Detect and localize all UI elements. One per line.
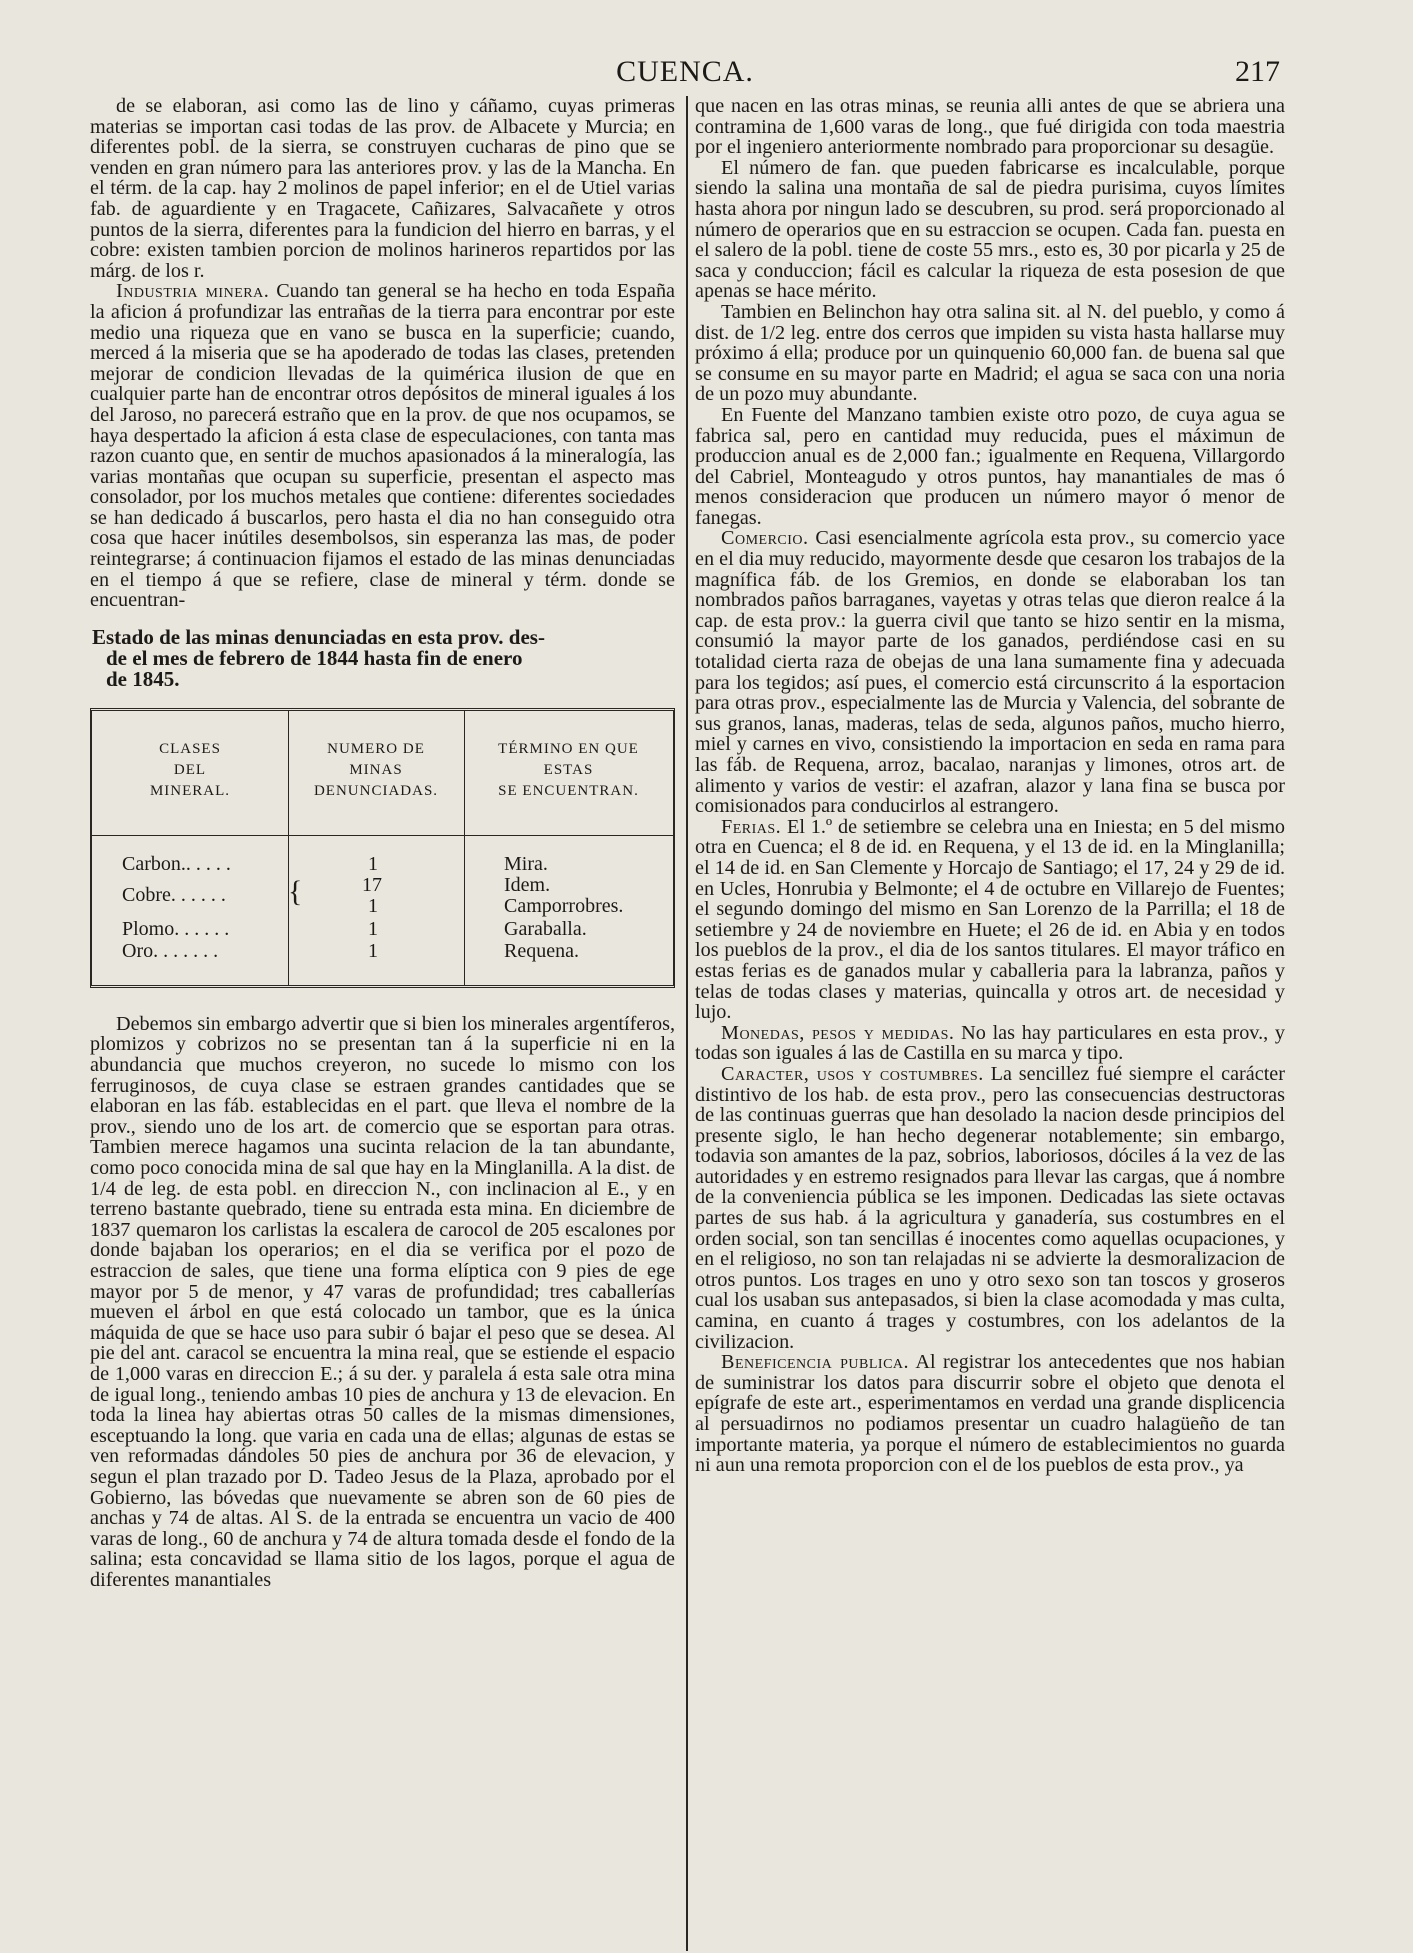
header-line: MINERAL. — [149, 782, 231, 799]
table-row — [92, 919, 673, 941]
left-column — [90, 96, 675, 1590]
section-heading: Caracter, usos y costumbres. — [721, 1062, 984, 1085]
table-row — [92, 896, 673, 918]
place-cell: Requena. — [504, 939, 579, 962]
table-title — [90, 624, 675, 691]
paragraph-text: La sencillez fué siempre el carácter distintivo de los hab. de esta prov., pero las consecuencias destructoras de las continuas guerras que han desolado la nacion desde principios del presente siglo, le han hecho degenerar notablemente; sin embargo, todavia son amantes de la paz, sobrios, laboriosos, dóciles á la vez de las autoridades y en estremo resignados para llevar las cargas, que á nombre de la conveniencia pública se les imponen. Dedicadas las siete octavas partes de sus hab. á la agricultura y ganadería, sus costumbres en el orden social, son tan sencillas é inocentes como aquellas ocupaciones, y en el religioso, no son tan relajadas ni se advierte la desmoralizacion de otros puntos. Los trages en uno y otro sexo son tan toscos y groseros cual los usaban sus antepasados, si bien la clase acomodada y mas culta, camina, en cuanto á trages y costumbres, con los adelantos de la civilizacion. — [695, 1062, 1285, 1353]
page-number: 217 — [1235, 55, 1280, 88]
table-title-line: de el mes de febrero de 1844 hasta fin de enero — [106, 645, 523, 670]
section-heading: Beneficencia publica. — [721, 1351, 910, 1374]
paragraph: Debemos sin embargo advertir que si bien los minerales argentíferos, plomizos y cobrizos no se presentan tan á la superficie ni en la abundancia que muchos creyeron, no sucede lo mismo con los ferruginosos, de cuya clase se estraen grandes cantidades que se elaboran en las fáb. establecidas en el part. que lleva el nombre de la prov., siendo uno de los art. de comercio que se esportan para otras. Tambien merece hagamos una sucinta relacion de la tan abundante, como poco conocida mina de sal que hay en la Minglanilla. A la dist. de 1/4 de leg. de esta pobl. en direccion N., con inclinacion al E., y en terreno bastante quebrado, tiene su entrada esta mina. En diciembre de 1837 quemaron los carlistas la escalera de carocol de 205 escalones por donde bajaban los operarios; en el dia se verifica por el pozo de estraccion de sales, que tiene una forma elíptica con 9 pies de ege mayor por 5 de menor, y 47 varas de profundidad; tres caballerías mueven el árbol en que está colocado un tambor, que es la única máquida de que se hace uso para subir ó bajar el peso que se desea. Al pie del ant. caracol se encuentra la mina real, que se estiende el espacio de 1,000 varas en direccion E.; á su der. y paralela á esta sale otra mina de igual long., teniendo ambas 10 pies de anchura y 13 de elevacion. En toda la linea hay abiertas otras 50 calles de la mismas dimensiones, esceptuando la long. que varia en cada una de ellas; algunas de estas se ven reformadas dándoles 50 pies de anchura por 36 de elevacion, y segun el plan trazado por D. Tadeo Jesus de la Plaza, aprobado por el Gobierno, las bóvedas que nuevamente se abren son de 60 pies de anchas y 74 de altas. Al S. de la entrada se encuentra un vacio de 400 varas de long., 60 de anchura y 74 de altura tomada desde el fondo de la salina; esta concavidad se llama sitio de los lagos, porque el agua de diferentes manantiales — [90, 1012, 675, 1591]
column-divider — [686, 96, 688, 1951]
paragraph: En Fuente del Manzano tambien existe otro pozo, de cuya agua se fabrica sal, pero en cantidad muy reducida, pues el máximun de produccion anual es de 2,000 fan.; igualmente en Requena, Villargordo del Cabriel, Monteagudo y otros puntos, hay manantiales de mas ó menos consideracion que producen un número mayor ó menor de fanegas. — [695, 403, 1285, 529]
header-line: SE ENCUENTRAN. — [498, 782, 639, 799]
header-line: TÉRMINO EN QUE — [498, 740, 639, 757]
page-header — [90, 55, 1280, 95]
header-line: NUMERO DE — [327, 740, 425, 757]
mineral-cell: Cobre. . . . . . — [122, 883, 226, 906]
paragraph: Tambien en Belinchon hay otra salina sit. al N. del pueblo, y como á dist. de 1/2 leg. entre dos cerros que impiden su vista hasta hallarse muy próximo á ella; produce por un quinquenio 60,000 fan. de buena sal que se consume en su mayor parte en Madrid; el agua se saca con una noria de un pozo muy abundante. — [695, 300, 1285, 406]
section-heading: Industria minera. — [116, 280, 270, 303]
paragraph — [695, 817, 1285, 1023]
place-cell: Camporrobres. — [504, 894, 624, 917]
header-line: DEL — [173, 761, 207, 778]
section-heading: Ferias. — [721, 815, 782, 838]
brace-glyph: { — [288, 874, 303, 908]
table-header-mineral — [92, 739, 288, 802]
paragraph — [90, 281, 675, 611]
table-header-count — [288, 739, 464, 802]
paragraph-text: Cuando tan general se ha hecho en toda España la aficion á profundizar las entrañas de la tierra para encontrar por este medio una riqueza que en vano se busca en la superficie; cuando, merced á la miseria que se ha apoderado de todas las clases, pretenden mejorar de condicion llevadas de la quimérica ilusion de que en cualquier parte han de encontrar otros depósitos de mineral iguales á los del Jaroso, no parecerá estraño que en la prov. de que nos ocupamos, se haya despertado la aficion á esta clase de especulaciones, con tanta mas razon cuanto que, en sentir de muchos apasionados á la mineralogía, las varias montañas que ocupan su superficie, presentan el aspecto mas consolador, por los muchos metales que contiene: diferentes sociedades se han dedicado á buscarlos, pero hasta el dia no han conseguido otra cosa que hacer inútiles desembolsos, sin esperanza las mas, de poder reintegrarse; á continuacion fijamos el estado de las minas denunciadas en el tiempo á que se refiere, clase de mineral y térm. donde se encuentran- — [90, 280, 675, 612]
paragraph-text: No las hay particulares en esta prov., y todas son iguales á las de Castilla en su marca y tipo. — [695, 1021, 1286, 1065]
header-line: MINAS — [349, 761, 403, 778]
place-cell: Garaballa. — [504, 917, 587, 940]
header-line: CLASES — [159, 740, 221, 757]
count-cell: 1 — [368, 894, 378, 917]
section-heading: Monedas, pesos y medidas. — [721, 1021, 955, 1044]
table-title-line: de 1845. — [106, 666, 180, 691]
paragraph-text: El 1.º de setiembre se celebra una en Iniesta; en 5 del mismo otra en Cuenca; el 8 de id. en Requena, y el 13 de id. en la Minglanilla; el 14 de id. en San Clemente y Horcajo de Santiago; el 17, 24 y 29 de id. en Ucles, Honrubia y Belmonte; el 4 de octubre en Villarejo de Fuentes; el segundo domingo del mismo en San Lorenzo de la Parrilla; el 18 de setiembre y 24 de noviembre en Huete; el 26 de id. en Abia y en todos los pueblos de la prov., el dia de los santos titulares. El mayor tráfico en estas ferias es de ganados mular y caballeria para la labranza, paños y telas de todas clases y materias, quincalla y otros art. de necesidad y lujo. — [695, 815, 1286, 1024]
mineral-cell: Plomo. . . . . . — [122, 917, 230, 940]
place-cell: Idem. — [504, 873, 551, 896]
section-heading: Comercio. — [721, 527, 809, 550]
header-line: ESTAS — [543, 761, 594, 778]
table-header-rule — [92, 835, 673, 836]
mineral-cell: Carbon.. . . . . — [122, 852, 231, 875]
paragraph-text: Al registrar los antecedentes que nos habian de suministrar los datos para discurrir sobre el objeto que denota el epígrafe de este art., esperimentamos en verdad una grande displicencia al persuadirnos no podiamos presentar un cuadro halagüeño de tan importante materia, ya porque el número de establecimientos no guarda ni aun una remota proporcion con el de los pueblos de esta prov., ya — [695, 1351, 1285, 1477]
paragraph: que nacen en las otras minas, se reunia alli antes de que se abriera una contramina de 1,600 varas de long., que fué dirigida con toda maestria por el ingeniero anteriormente nombrado para proporcionar su desagüe. — [695, 95, 1285, 159]
right-column — [695, 96, 1285, 1476]
count-cell: 1 — [368, 917, 378, 940]
paragraph — [695, 1064, 1285, 1352]
header-line: DENUNCIADAS. — [313, 782, 439, 799]
paragraph — [695, 528, 1285, 816]
table-row — [92, 854, 673, 876]
mines-table — [90, 708, 675, 988]
paragraph-text: Casi esencialmente agrícola esta prov., su comercio yace en el dia muy reducido, mayormente desde que cesaron los trabajos de la magnífica fáb. de los Gremios, en donde se elaboraban los tan nombrados paños barraganes, vayetas y otras telas que dieron realce á la cap. de esta prov.: la guerra civil que tanto se hizo sentir en la misma, consumió la mayor parte de los ganados, perdiéndose casi en su totalidad cierta raza de obejas de una lana sumamente fina y adecuada para los tegidos; así pues, el comercio está circunscrito á la esportacion para otras prov., especialmente las de Murcia y Valencia, del sobrante de sus granos, lanas, maderas, telas de seda, algunos paños, mucho hierro, miel y carnes en vivo, consistiendo la importacion en seda en rama para las fáb. de Requena, arroz, bacalao, naranjas y limones, otros art. de alimento y varios de vestir: el azafran, alazor y lana fina se busca por comisionados para conducirlos al estrangero. — [695, 527, 1285, 818]
count-cell: 17 — [362, 873, 382, 896]
paragraph — [695, 1023, 1285, 1064]
running-title: CUENCA. — [616, 55, 754, 88]
place-cell: Mira. — [504, 852, 548, 875]
paragraph: El número de fan. que pueden fabricarse es incalculable, porque siendo la salina una montaña de sal de piedra purisima, cuyos límites hasta ahora por ningun lado se descubren, su prod. será proporcionado al número de operarios que en su estraccion se ocupen. Cada fan. puesta en el salero de la pobl. tiene de coste 55 mrs., esto es, 30 por picarla y 25 de saca y conduccion; fácil es calcular la riqueza de esta posesion de que apenas se hace mérito. — [695, 156, 1285, 303]
paragraph: de se elaboran, asi como las de lino y cáñamo, cuyas primeras materias se importan casi todas de las prov. de Albacete y Murcia; en diferentes pobl. de la sierra, se construyen cucharas de pino que se venden en gran número para las anteriores prov. y las de la Mancha. En el térm. de la cap. hay 2 molinos de papel inferior; en el de Utiel varias fab. de aguardiente y en Tragacete, Cañizares, Salvacañete y otros puntos de la sierra, diferentes para la fundicion del hierro en barras, y el cobre: existen tambien porcion de molinos harineros repartidos por las márg. de los r. — [90, 95, 675, 282]
count-cell: 1 — [368, 852, 378, 875]
table-row — [92, 941, 673, 963]
table-header-place — [464, 739, 673, 802]
count-cell: 1 — [368, 939, 378, 962]
paragraph — [695, 1352, 1285, 1476]
table-title-line: Estado de las minas denunciadas en esta prov. des- — [92, 624, 545, 649]
mineral-cell: Oro. . . . . . . — [122, 939, 219, 962]
